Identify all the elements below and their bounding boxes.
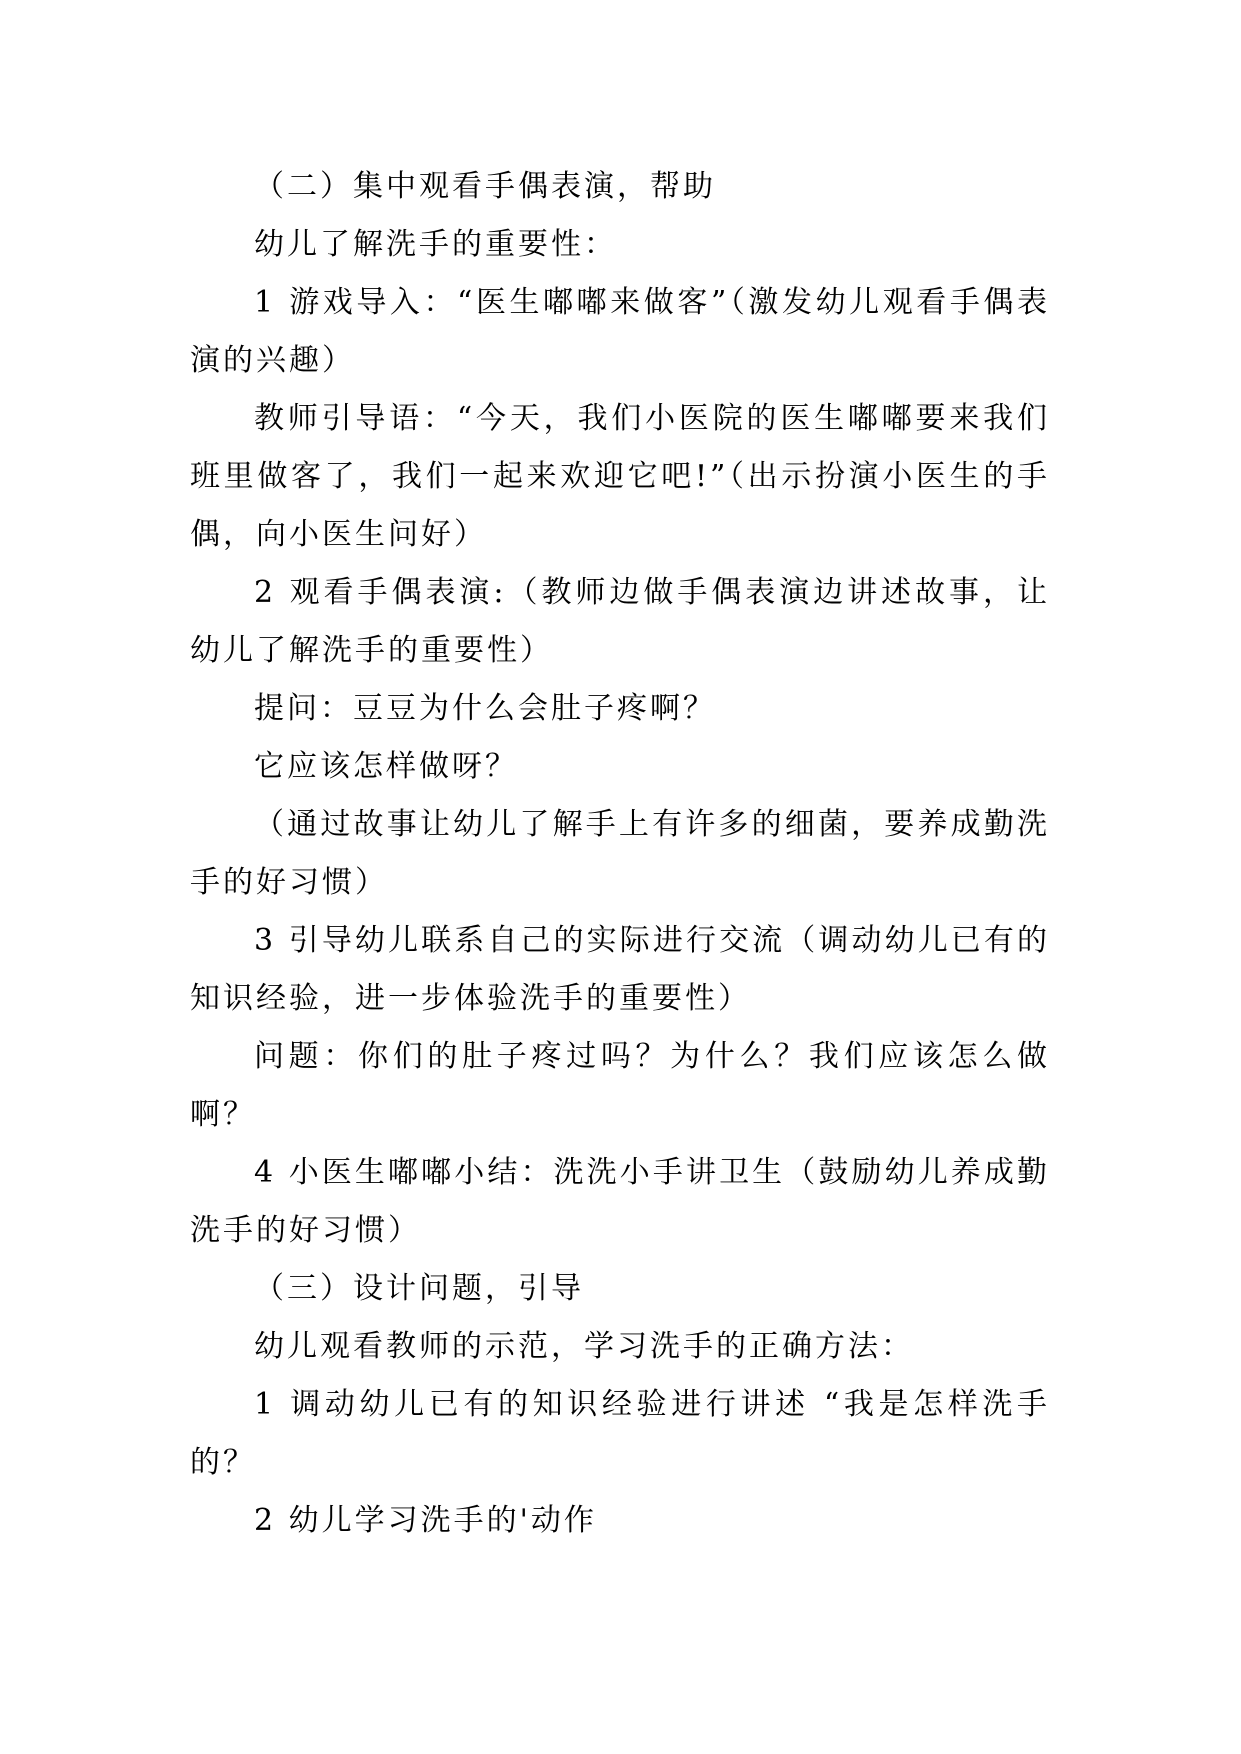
paragraph-guide-discussion: 3 引导幼儿联系自己的实际进行交流（调动幼儿已有的知识经验，进一步体验洗手的重要性）	[190, 923, 1050, 1016]
paragraph-game-intro: 1 游戏导入：“医生嘟嘟来做客”（激发幼儿观看手偶表演的兴趣）	[190, 285, 1050, 378]
paragraph-question-what-to-do: 它应该怎样做呀？	[254, 749, 518, 784]
paragraph-section-three-heading: （三）设计问题，引导	[254, 1271, 584, 1306]
paragraph-learn-actions: 2 幼儿学习洗手的'动作	[254, 1503, 597, 1538]
paragraph-section-two-heading: （二）集中观看手偶表演，帮助	[254, 169, 716, 204]
paragraph-summary: 4 小医生嘟嘟小结：洗洗小手讲卫生（鼓励幼儿养成勤洗手的好习惯）	[190, 1155, 1050, 1248]
paragraph-teacher-guide: 教师引导语：“今天，我们小医院的医生嘟嘟要来我们班里做客了，我们一起来欢迎它吧!”（出示扮演小医生的手偶，向小医生问好）	[190, 401, 1050, 552]
paragraph-puppet-show: 2 观看手偶表演:（教师边做手偶表演边讲述故事，让幼儿了解洗手的重要性）	[190, 575, 1050, 668]
paragraph-narrate-experience: 1 调动幼儿已有的知识经验进行讲述 “我是怎样洗手的？	[190, 1387, 1050, 1480]
document-body	[190, 158, 1050, 1550]
paragraph-question-children: 问题：你们的肚子疼过吗？为什么？我们应该怎么做啊？	[190, 1039, 1050, 1132]
paragraph-section-three-goal: 幼儿观看教师的示范，学习洗手的正确方法：	[254, 1329, 914, 1364]
paragraph-story-note: （通过故事让幼儿了解手上有许多的细菌，要养成勤洗手的好习惯）	[190, 807, 1050, 900]
paragraph-section-two-goal: 幼儿了解洗手的重要性：	[254, 227, 617, 262]
paragraph-question-stomach: 提问：豆豆为什么会肚子疼啊？	[254, 691, 716, 726]
